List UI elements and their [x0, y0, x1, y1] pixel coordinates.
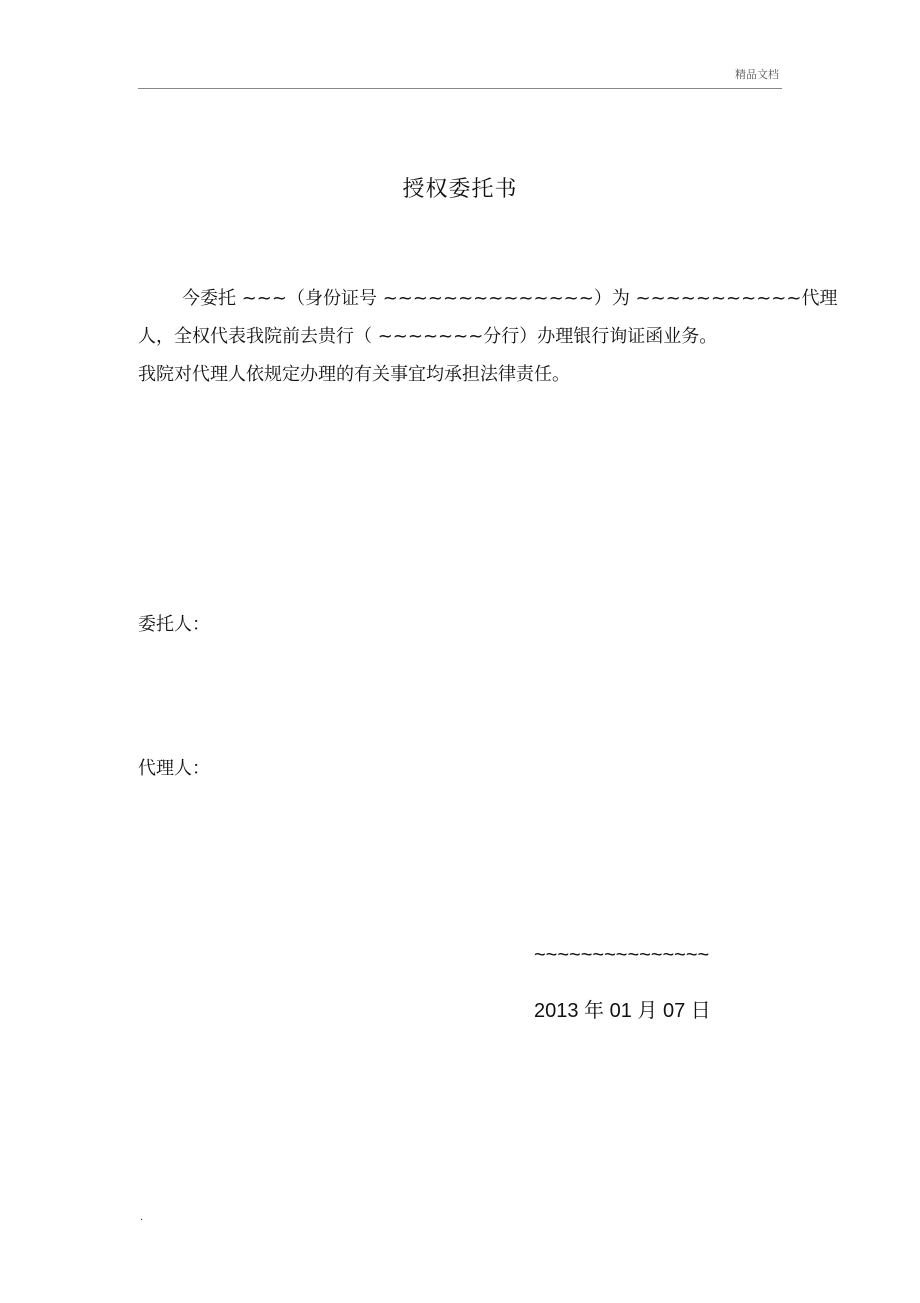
header-divider: [138, 88, 782, 89]
footer-mark: .: [140, 1212, 144, 1223]
body-line: 我院对代理人依规定办理的有关事宜均承担法律责任。: [138, 364, 570, 385]
body-line: 人，全权代表我院前去贵行（ ~~~~~~~分行）办理银行询证函业务。: [138, 326, 718, 347]
body-line: 今委托 ~~~（身份证号 ~~~~~~~~~~~~~~）为 ~~~~~~~~~~~代理: [182, 288, 838, 309]
document-title: 授权委托书: [402, 177, 518, 202]
agent-label: 代理人：: [138, 758, 210, 779]
signer-name: ~~~~~~~~~~~~~~~: [534, 944, 710, 966]
signature-date: 2013 年 01 月 07 日: [534, 1000, 711, 1022]
body-paragraph: [138, 280, 838, 394]
header-label: 精品文档: [735, 68, 779, 81]
principal-label: 委托人：: [138, 614, 210, 635]
